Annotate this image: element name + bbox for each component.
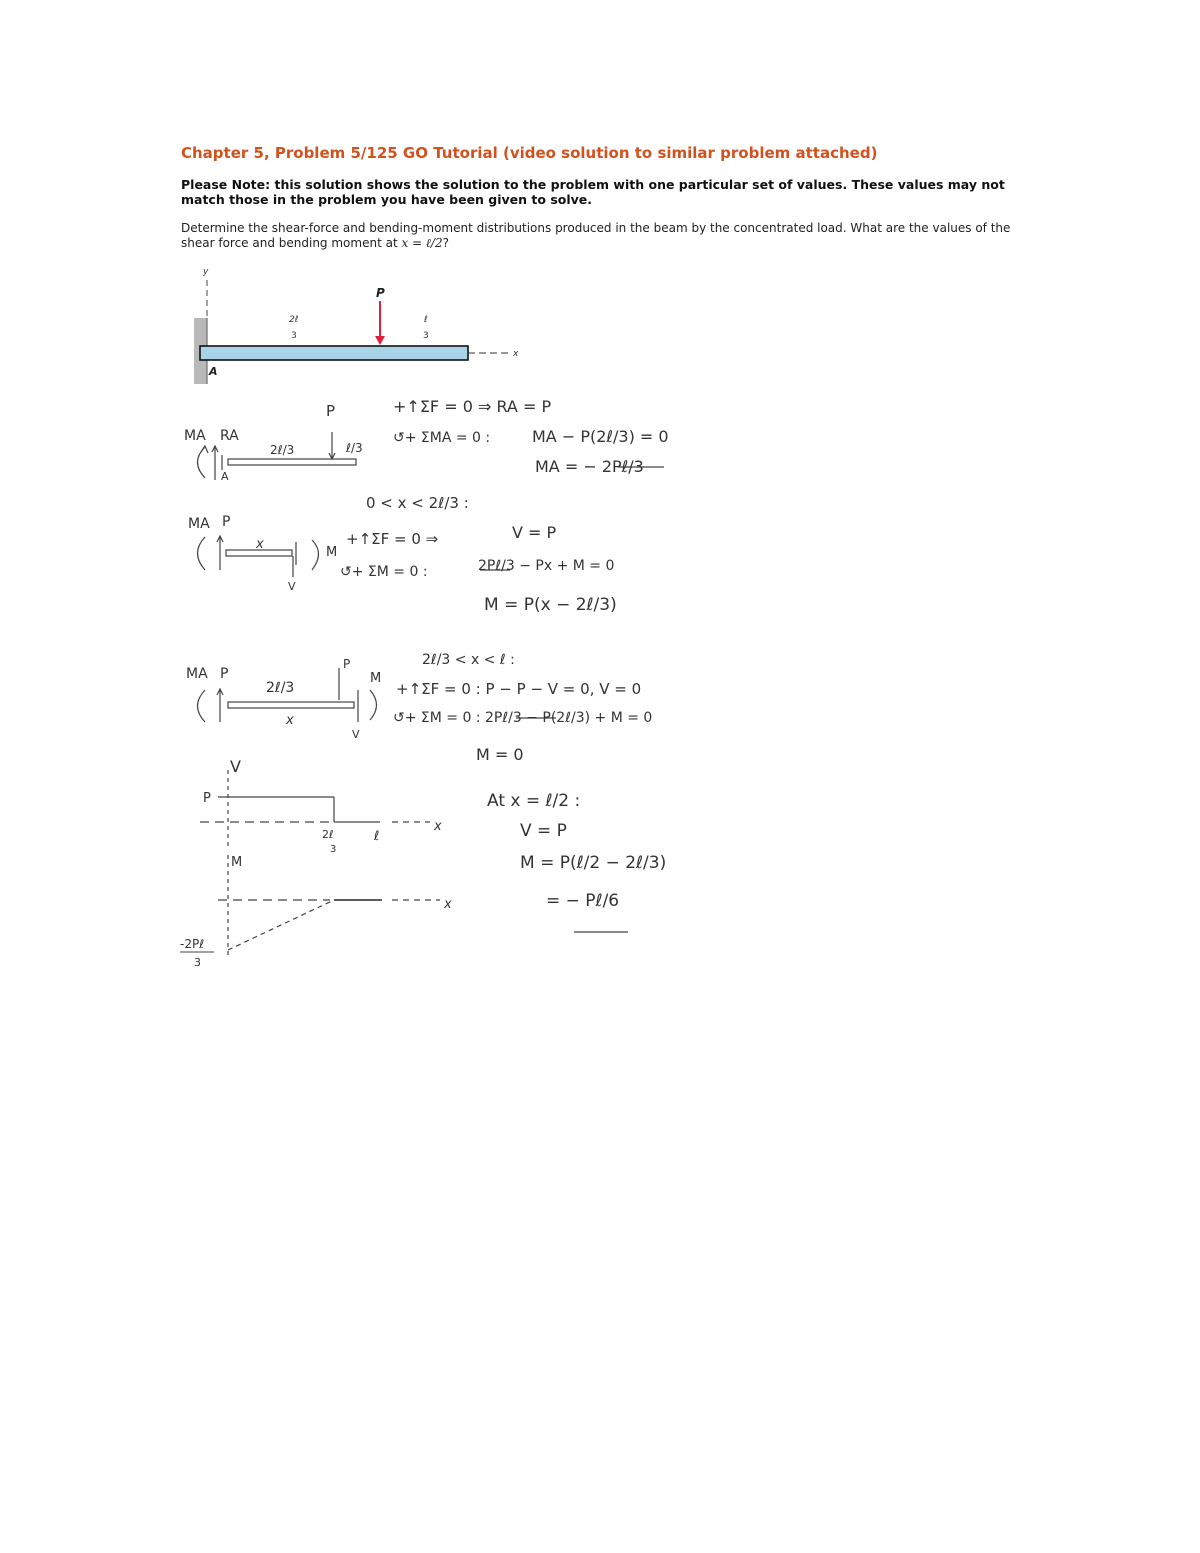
shear-axis-label: V	[230, 757, 241, 776]
moment-axis-label: M	[231, 855, 243, 870]
region2-eq1: +↑ΣF = 0 : P − P − V = 0, V = 0	[396, 680, 642, 698]
answer-line4: = − Pℓ/6	[546, 891, 620, 911]
region2-m: M	[370, 671, 382, 686]
region1-p: P	[222, 514, 231, 530]
y-axis-label: y	[203, 267, 209, 277]
region2-x: x	[286, 713, 294, 728]
problem-text: Determine the shear-force and bending-moment distributions produced in the beam by the concentrated load. What are the values of the shear force and bending moment at	[181, 221, 1011, 250]
dim-left-num: 2ℓ	[289, 315, 299, 325]
moment-arrowhead-1	[201, 446, 208, 453]
fbd1-eq2b: MA − P(2ℓ/3) = 0	[532, 427, 669, 446]
dim-right-num: ℓ	[424, 315, 428, 325]
region2-load: P	[343, 657, 351, 671]
region2-eq3: M = 0	[476, 745, 524, 764]
moment-min-num: -2Pℓ	[180, 937, 205, 951]
fbd1-eq2a: ↺+ ΣMA = 0 :	[393, 430, 491, 446]
region1-eq2a: ↺+ ΣM = 0 :	[340, 564, 428, 580]
region1-eq3: M = P(x − 2ℓ/3)	[484, 595, 617, 615]
region2-eq2: ↺+ ΣM = 0 : 2Pℓ/3 − P(2ℓ/3) + M = 0	[393, 710, 653, 726]
region2-v: V	[352, 728, 360, 741]
fbd1-a-label: A	[221, 470, 229, 483]
region1-x: x	[256, 537, 264, 552]
moment-min-den: 3	[194, 956, 201, 969]
moment-ramp	[228, 900, 334, 950]
tick-2l-den: 3	[330, 844, 337, 855]
tick-2l-num: 2ℓ	[322, 828, 334, 841]
region1-m: M	[326, 545, 338, 560]
region2-ma: MA	[186, 666, 208, 682]
fbd1-eq3: MA = − 2Pℓ/3	[535, 457, 644, 476]
please-note: Please Note: this solution shows the solution to the problem with one particular set of values. These values may not match those in the problem you have been given to solve.	[181, 177, 1005, 207]
shear-x-label: x	[434, 819, 442, 834]
load-label: P	[376, 286, 385, 300]
moment-x-label: x	[444, 897, 452, 912]
problem-math: x = ℓ/2	[401, 236, 443, 250]
moment-arc-2	[198, 537, 206, 570]
fbd1-load-label: P	[326, 402, 336, 420]
region1-range: 0 < x < 2ℓ/3 :	[366, 494, 469, 512]
region1-eq2b: 2Pℓ/3 − Px + M = 0	[478, 558, 615, 574]
answer-line3: M = P(ℓ/2 − 2ℓ/3)	[520, 853, 667, 873]
page-title: Chapter 5, Problem 5/125 GO Tutorial (video solution to similar problem attached)	[181, 144, 878, 162]
problem-suffix: ?	[442, 236, 449, 250]
fbd1-dim-left: 2ℓ/3	[270, 443, 295, 457]
support-label: A	[209, 365, 218, 378]
x-axis-label: x	[513, 349, 519, 359]
region2-p: P	[220, 666, 229, 682]
region1-ma: MA	[188, 516, 210, 532]
region2-range: 2ℓ/3 < x < ℓ :	[422, 652, 515, 668]
shear-value-label: P	[203, 791, 211, 806]
fbd1-ma-label: MA	[184, 428, 206, 444]
region2-dim: 2ℓ/3	[266, 680, 295, 696]
dim-left-den: 3	[291, 331, 297, 341]
moment-arc-cut-3	[370, 690, 377, 720]
moment-arc-cut-2	[312, 540, 319, 570]
region1-eq1b: V = P	[512, 523, 557, 542]
tick-l: ℓ	[374, 829, 380, 844]
answer-line1: At x = ℓ/2 :	[487, 791, 581, 811]
region1-v: V	[288, 580, 296, 593]
fbd1-eq1: +↑ΣF = 0 ⇒ RA = P	[393, 397, 552, 416]
dim-right-den: 3	[423, 331, 429, 341]
moment-arc-3	[198, 690, 206, 722]
fbd1-ra-label: RA	[220, 428, 239, 444]
fbd1-dim-right: ℓ/3	[346, 441, 363, 455]
beam-sketch-3	[228, 702, 354, 708]
answer-line2: V = P	[520, 821, 567, 841]
region1-eq1a: +↑ΣF = 0 ⇒	[346, 530, 439, 548]
beam-sketch-1	[228, 459, 356, 465]
